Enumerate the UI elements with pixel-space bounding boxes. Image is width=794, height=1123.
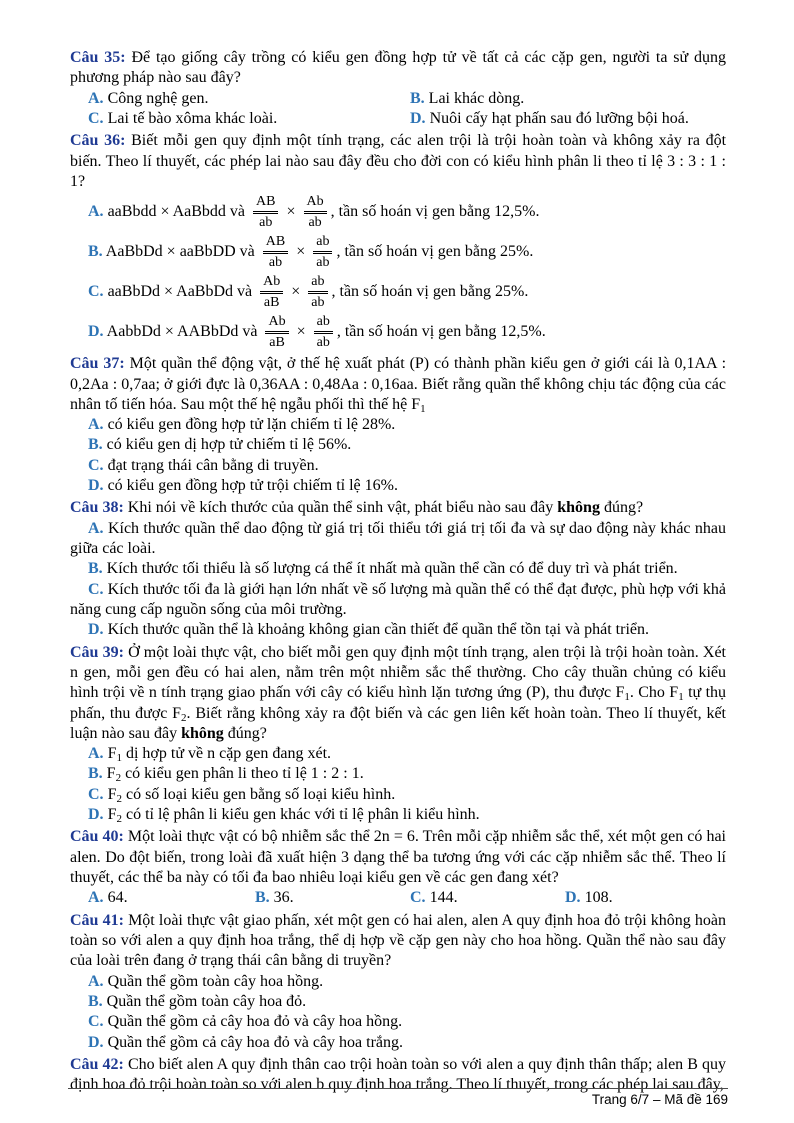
option-letter: A. — [88, 203, 104, 221]
option-genotype-text: AaBbDd × aaBbDD và — [102, 243, 259, 261]
question-text — [70, 643, 726, 745]
question-label: Câu 35: — [70, 49, 126, 66]
option-text: Quần thể gồm cả cây hoa đỏ và cây hoa hồng. — [107, 1013, 403, 1031]
option-text: Kích thước tối thiểu là số lượng cá thể ít nhất mà quần thể cần có để duy trì và phát triển. — [106, 560, 678, 578]
option-letter: B. — [88, 560, 103, 578]
question-label: Câu 41: — [70, 911, 124, 929]
option-letter: C. — [88, 580, 104, 598]
answer-option-C — [70, 272, 726, 312]
answer-option-C — [70, 456, 726, 476]
question-label: Câu 39: — [70, 643, 124, 661]
genotype-fraction — [304, 194, 327, 230]
options-group — [70, 415, 726, 496]
subscript-text: 2 — [115, 772, 122, 785]
question-label: Câu 37: — [70, 355, 125, 373]
text-segment: . Biết rằng không xảy ra đột biến và các gen liên kết hoàn toàn. Theo lí thuyết, kết luận nào sau đây — [70, 704, 727, 742]
option-letter: A. — [88, 745, 104, 763]
option-letter: C. — [88, 456, 104, 474]
option-text: đạt trạng thái cân bằng di truyền. — [107, 456, 319, 474]
genotype-fraction — [253, 194, 278, 230]
question-text — [70, 498, 726, 518]
option-genotype-text: aaBbDd × AaBbDd và — [103, 283, 257, 301]
fraction-numerator: ab — [314, 314, 333, 334]
answer-option-D — [70, 312, 726, 352]
option-text: có kiểu gen đồng hợp tử lặn chiếm tỉ lệ 28%. — [107, 416, 396, 434]
answer-option-D — [410, 109, 726, 129]
question-37 — [70, 354, 726, 496]
subscript-text: 2 — [116, 792, 122, 805]
option-suffix-text: , tần số hoán vị gen bằng 12,5%. — [336, 323, 546, 341]
fraction-numerator: ab — [308, 274, 327, 294]
option-text: Công nghệ gen. — [107, 89, 209, 107]
text-segment: đúng? — [599, 499, 644, 517]
options-group — [70, 89, 726, 130]
subscript-text: 2 — [116, 813, 122, 826]
text-segment: Một loài thực vật giao phấn, xét một gen có hai alen, alen A quy định hoa đỏ trội không hoàn toàn so với alen a quy định hoa trắng, thể dị hợp về cặp gen này cho hoa hồng. Quần thể nào sau đây của loài trên đang ở trạng thái cân bằng di truyền? — [70, 911, 727, 970]
option-letter: B. — [410, 89, 425, 107]
option-letter: B. — [255, 889, 270, 907]
options-group — [70, 192, 726, 352]
option-letter: B. — [88, 992, 103, 1010]
text-segment: dị hợp tử về n cặp gen đang xét. — [121, 745, 332, 763]
bold-text: không — [181, 724, 224, 742]
answer-option-B — [255, 888, 410, 908]
option-text: 36. — [273, 889, 294, 907]
fraction-numerator: Ab — [304, 194, 327, 214]
answer-option-B — [70, 992, 726, 1012]
multiply-sign: × — [286, 203, 296, 221]
question-text — [70, 48, 726, 89]
option-genotype-text: aaBbdd × AaBbdd và — [103, 203, 250, 221]
answer-option-C — [70, 785, 726, 805]
option-text: có kiểu gen đồng hợp tử trội chiếm tỉ lệ 16%. — [107, 477, 398, 495]
answer-option-A — [70, 744, 726, 764]
option-text: Lai tế bào xôma khác loài. — [107, 109, 278, 127]
fraction-numerator: Ab — [265, 314, 288, 334]
bold-text: không — [557, 499, 600, 517]
option-letter: C. — [410, 889, 426, 907]
subscript-text: 1 — [420, 402, 426, 415]
option-suffix-text: , tần số hoán vị gen bằng 25%. — [336, 243, 534, 261]
option-letter: C. — [88, 1013, 104, 1031]
answer-option-A — [70, 192, 726, 232]
text-segment: F — [107, 785, 117, 803]
question-text — [70, 911, 726, 972]
text-segment: Một quần thể động vật, ở thế hệ xuất phát (P) có thành phần kiểu gen ở giới cái là 0,1AA : 0,2Aa : 0,7aa; ở giới đực là 0,36AA : 0,48Aa : 0,16aa. Biết rằng quần thể không chịu tác động của các nhân tố tiến hóa. Sau một thế hệ ngẫu phối thì thế hệ F — [70, 355, 727, 413]
question-40 — [70, 827, 726, 908]
option-letter: B. — [88, 243, 103, 261]
options-group — [70, 744, 726, 825]
answer-option-C — [70, 580, 726, 621]
option-text: 64. — [107, 889, 128, 907]
fraction-numerator: Ab — [260, 274, 283, 294]
question-text — [70, 131, 726, 192]
text-segment: có số loại kiểu gen bằng số loại kiểu hình. — [121, 785, 396, 803]
answer-option-D — [565, 888, 726, 908]
answer-option-B — [410, 89, 726, 109]
genotype-fraction — [314, 314, 333, 350]
option-letter: A. — [88, 89, 104, 107]
answer-option-A — [70, 519, 726, 560]
answer-option-C — [70, 1012, 726, 1032]
option-suffix-text: , tần số hoán vị gen bằng 12,5%. — [330, 203, 540, 221]
text-segment: có kiểu gen phân li theo tỉ lệ 1 : 2 : 1. — [121, 765, 364, 783]
question-text — [70, 827, 726, 888]
option-text: 108. — [584, 889, 613, 907]
option-letter: A. — [88, 416, 104, 434]
answer-option-B — [70, 435, 726, 455]
text-segment: . Cho F — [629, 684, 679, 702]
option-text: Quần thể gồm toàn cây hoa đỏ. — [106, 992, 307, 1010]
fraction-denominator: ab — [259, 214, 273, 230]
fraction-denominator: ab — [308, 214, 322, 230]
option-letter: D. — [88, 621, 104, 639]
question-41 — [70, 911, 726, 1053]
fraction-numerator: AB — [253, 194, 278, 214]
option-letter: D. — [88, 477, 104, 495]
fraction-denominator: ab — [268, 254, 283, 270]
option-letter: D. — [88, 806, 104, 824]
subscript-text: 1 — [116, 752, 122, 765]
genotype-fraction — [308, 274, 327, 310]
question-label: Câu 38: — [70, 499, 124, 517]
answer-option-B — [70, 764, 726, 784]
text-segment: F — [106, 765, 116, 783]
option-letter: C. — [88, 283, 104, 301]
text-segment: đúng? — [223, 724, 267, 742]
answer-option-A — [70, 415, 726, 435]
text-segment: Khi nói về kích thước của quần thể sinh vật, phát biểu nào sau đây — [127, 499, 558, 517]
question-35 — [70, 48, 726, 129]
question-label: Câu 40: — [70, 828, 124, 846]
option-text: Kích thước quần thể dao động từ giá trị tối thiểu tới giá trị tối đa và sự dao động này khác nhau giữa các loài. — [70, 519, 726, 557]
answer-option-C — [410, 888, 565, 908]
answer-option-A — [70, 972, 726, 992]
text-segment: Cho biết alen A quy định thân cao trội hoàn toàn so với alen a quy định thân thấp; alen B quy định hoa đỏ trội hoàn toàn so với alen b quy định hoa trắng. Theo lí thuyết, trong các phép lai sau đây, — [70, 1055, 727, 1094]
question-36 — [70, 131, 726, 352]
multiply-sign: × — [296, 323, 306, 341]
question-39 — [70, 643, 726, 826]
option-text: 144. — [429, 889, 458, 907]
option-letter: A. — [88, 889, 104, 907]
option-letter: C. — [88, 785, 104, 803]
question-38 — [70, 498, 726, 640]
question-label: Câu 42: — [70, 1055, 124, 1073]
page-footer — [68, 1088, 728, 1108]
fraction-denominator: ab — [316, 334, 330, 350]
answer-option-A — [88, 888, 255, 908]
fraction-numerator: ab — [313, 234, 332, 254]
page-number: Trang 6/7 – Mã đề 169 — [591, 1092, 728, 1107]
answer-option-C — [88, 109, 410, 129]
option-text: Quần thể gồm toàn cây hoa hồng. — [107, 972, 324, 990]
option-letter: C. — [88, 109, 104, 127]
option-text: Nuôi cấy hạt phấn sau đó lưỡng bội hoá. — [429, 109, 689, 127]
genotype-fraction — [260, 274, 283, 310]
text-segment: F — [107, 806, 117, 824]
fraction-denominator: aB — [269, 334, 285, 350]
genotype-fraction — [313, 234, 332, 270]
genotype-fraction — [263, 234, 288, 270]
option-text: có kiểu gen dị hợp tử chiếm tỉ lệ 56%. — [106, 436, 352, 454]
option-letter: D. — [88, 1033, 104, 1051]
answer-option-D — [70, 1033, 726, 1053]
questions — [70, 48, 726, 1095]
options-group — [70, 519, 726, 641]
option-text: Kích thước tối đa là giới hạn lớn nhất về số lượng mà quần thể có thể đạt được, phù hợp với khả năng cung cấp nguồn sống của môi trường. — [70, 580, 727, 618]
text-segment: Một loài thực vật có bộ nhiễm sắc thể 2n = 6. Trên mỗi cặp nhiễm sắc thể, xét một gen có hai alen. Do đột biến, trong loài đã xuất hiện 3 dạng thể ba tương ứng với các cặp nhiễm sắc thể. Theo lí thuyết, các thể ba này có tối đa bao nhiêu loại kiểu gen về các gen đang xét? — [70, 828, 727, 886]
answer-option-B — [70, 559, 726, 579]
subscript-text: 1 — [624, 691, 630, 704]
text-segment: F — [107, 745, 117, 763]
question-text — [70, 354, 726, 415]
option-letter: D. — [565, 889, 581, 907]
options-group — [70, 888, 726, 908]
option-letter: B. — [88, 436, 103, 454]
multiply-sign: × — [291, 283, 301, 301]
option-suffix-text: , tần số hoán vị gen bằng 25%. — [331, 283, 529, 301]
text-segment: tự thụ phấn, thu được F — [70, 684, 727, 722]
fraction-numerator: AB — [263, 234, 288, 254]
option-letter: D. — [410, 109, 426, 127]
option-letter: A. — [88, 519, 104, 537]
option-text: Lai khác dòng. — [428, 89, 525, 107]
option-letter: A. — [88, 972, 104, 990]
subscript-text: 1 — [678, 691, 684, 704]
answer-option-D — [70, 476, 726, 496]
text-segment: Ở một loài thực vật, cho biết mỗi gen quy định một tính trạng, alen trội là trội hoàn toàn. Xét n gen, mỗi gen đều có hai alen, nằm trên một nhiễm sắc thể thường. Cho cây thuần chủng có kiểu hình trội về n tính trạng giao phấn với cây có kiểu hình lặn tương ứng (P), thu được F — [70, 643, 726, 702]
option-letter: B. — [88, 765, 103, 783]
genotype-fraction — [265, 314, 288, 350]
answer-option-B — [70, 232, 726, 272]
fraction-denominator: aB — [263, 294, 280, 310]
option-text: Kích thước quần thể là khoảng không gian cần thiết để quần thể tồn tại và phát triển. — [107, 621, 649, 639]
text-segment: Biết mỗi gen quy định một tính trạng, các alen trội là trội hoàn toàn và không xảy ra đột biến. Theo lí thuyết, các phép lai nào sau đây đều cho đời con có kiểu hình phân li theo tỉ lệ 3 : 3 : 1 : 1? — [70, 132, 727, 190]
fraction-denominator: ab — [311, 294, 325, 310]
answer-option-A — [88, 89, 410, 109]
answer-option-D — [70, 805, 726, 825]
option-text: Quần thể gồm cả cây hoa đỏ và cây hoa trắng. — [107, 1033, 403, 1051]
subscript-text: 2 — [181, 711, 187, 724]
question-label: Câu 36: — [70, 132, 126, 150]
answer-option-D — [70, 620, 726, 640]
text-segment: Để tạo giống cây trồng có kiểu gen đồng hợp tử về tất cả các cặp gen, người ta sử dụng phương pháp nào sau đây? — [70, 49, 727, 87]
option-letter: D. — [88, 323, 104, 341]
multiply-sign: × — [296, 243, 306, 261]
text-segment: có tỉ lệ phân li kiểu gen khác với tỉ lệ phân li kiểu hình. — [121, 806, 480, 824]
fraction-denominator: ab — [316, 254, 330, 270]
option-genotype-text: AabbDd × AABbDd và — [103, 323, 262, 341]
options-group — [70, 972, 726, 1053]
